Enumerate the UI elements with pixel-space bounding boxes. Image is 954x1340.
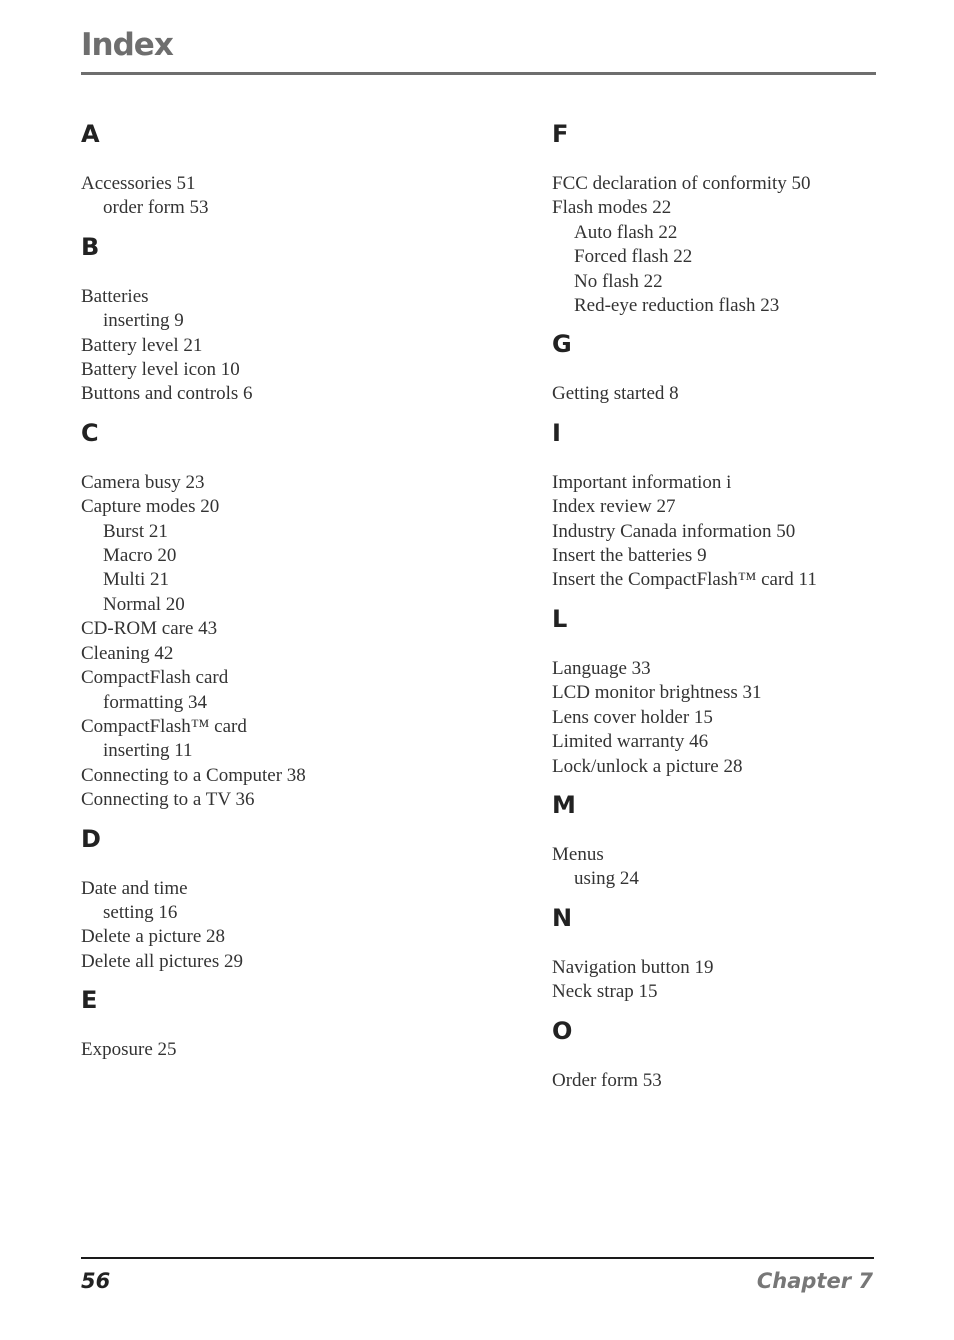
index-entry: Insert the batteries 9 <box>552 545 707 567</box>
index-entry: Delete a picture 28 <box>81 926 226 948</box>
index-entry: CD-ROM care 43 <box>81 618 218 640</box>
section-letter: N <box>552 903 573 932</box>
index-subentry: Red-eye reduction flash 23 <box>574 295 780 317</box>
entry-list <box>552 657 892 779</box>
index-entry: Industry Canada information 50 <box>552 520 796 542</box>
section-letter: B <box>81 232 100 261</box>
section-letter: I <box>552 418 561 447</box>
section-letter: O <box>552 1016 573 1045</box>
index-subentry: using 24 <box>574 868 639 890</box>
index-entry: Navigation button 19 <box>552 956 714 978</box>
index-subentry: setting 16 <box>103 901 178 923</box>
title-divider <box>81 72 876 75</box>
index-entry: Neck strap 15 <box>552 981 658 1003</box>
entry-list <box>552 471 892 593</box>
index-section <box>552 1015 892 1093</box>
index-entry: Language 33 <box>552 657 651 679</box>
index-entry: Flash modes 22 <box>552 197 672 219</box>
index-entry: Lock/unlock a picture 28 <box>552 755 743 777</box>
index-entry: Menus <box>552 843 604 865</box>
index-entry: Capture modes 20 <box>81 496 220 518</box>
index-entry: LCD monitor brightness 31 <box>552 682 762 704</box>
section-letter: C <box>81 418 99 447</box>
index-entry: Date and time <box>81 877 188 899</box>
section-letter: A <box>81 120 100 148</box>
index-section <box>81 823 521 975</box>
entry-list <box>552 382 892 406</box>
index-entry: Connecting to a TV 36 <box>81 789 255 811</box>
index-section <box>552 118 892 318</box>
page-title: Index <box>81 27 173 63</box>
index-section <box>552 902 892 1005</box>
index-entry: CompactFlash card <box>81 667 229 689</box>
index-subentry: Forced flash 22 <box>574 246 693 268</box>
index-subentry: Auto flash 22 <box>574 221 678 243</box>
index-column-left <box>81 118 521 1073</box>
section-letter: E <box>81 986 98 1015</box>
index-entry: Order form 53 <box>552 1069 662 1091</box>
index-subentry: Multi 21 <box>103 569 169 591</box>
index-entry: Buttons and controls 6 <box>81 383 253 405</box>
index-subentry: formatting 34 <box>103 691 207 713</box>
footer-divider <box>81 1257 874 1259</box>
index-subentry: Burst 21 <box>103 520 168 542</box>
page-number: 56 <box>81 1269 111 1293</box>
index-entry: Index review 27 <box>552 496 676 518</box>
index-entry: Exposure 25 <box>81 1039 177 1061</box>
entry-list <box>552 956 892 1005</box>
index-entry: FCC declaration of conformity 50 <box>552 173 811 194</box>
entry-list <box>552 1069 892 1093</box>
index-section <box>552 328 892 406</box>
index-entry: Battery level 21 <box>81 334 203 356</box>
index-entry: Batteries <box>81 285 149 307</box>
index-section <box>552 603 892 779</box>
entry-list <box>81 1038 521 1062</box>
index-subentry: inserting 11 <box>103 740 193 762</box>
section-letter: L <box>552 604 568 633</box>
index-subentry: Macro 20 <box>103 545 177 567</box>
index-section <box>81 984 521 1062</box>
index-section <box>552 789 892 892</box>
index-section <box>81 417 521 813</box>
index-section <box>552 417 892 593</box>
entry-list <box>81 471 521 813</box>
entry-list <box>552 172 892 318</box>
index-entry: Insert the CompactFlash™ card 11 <box>552 569 817 591</box>
index-entry: Cleaning 42 <box>81 642 174 664</box>
section-letter: F <box>552 120 569 148</box>
index-subentry: Normal 20 <box>103 593 185 615</box>
index-subentry: order form 53 <box>103 197 209 219</box>
section-letter: D <box>81 824 101 853</box>
index-section <box>81 118 521 221</box>
entry-list <box>81 285 521 407</box>
section-letter: M <box>552 790 576 819</box>
index-entry: Delete all pictures 29 <box>81 950 243 972</box>
index-entry: Camera busy 23 <box>81 471 205 493</box>
index-entry: Limited warranty 46 <box>552 731 709 753</box>
chapter-label: Chapter 7 <box>756 1269 873 1293</box>
index-entry: Lens cover holder 15 <box>552 706 713 728</box>
index-entry: Connecting to a Computer 38 <box>81 764 306 786</box>
entry-list <box>81 877 521 975</box>
index-entry: CompactFlash™ card <box>81 715 247 737</box>
index-subentry: No flash 22 <box>574 270 663 292</box>
index-subentry: inserting 9 <box>103 310 184 332</box>
section-letter: G <box>552 330 572 359</box>
index-entry: Battery level icon 10 <box>81 359 240 381</box>
index-entry: Accessories 51 <box>81 173 196 194</box>
index-column-right <box>552 118 892 1103</box>
entry-list <box>552 843 892 892</box>
index-entry: Getting started 8 <box>552 383 679 405</box>
index-section <box>81 231 521 407</box>
entry-list <box>81 172 521 221</box>
index-entry: Important information i <box>552 471 732 493</box>
